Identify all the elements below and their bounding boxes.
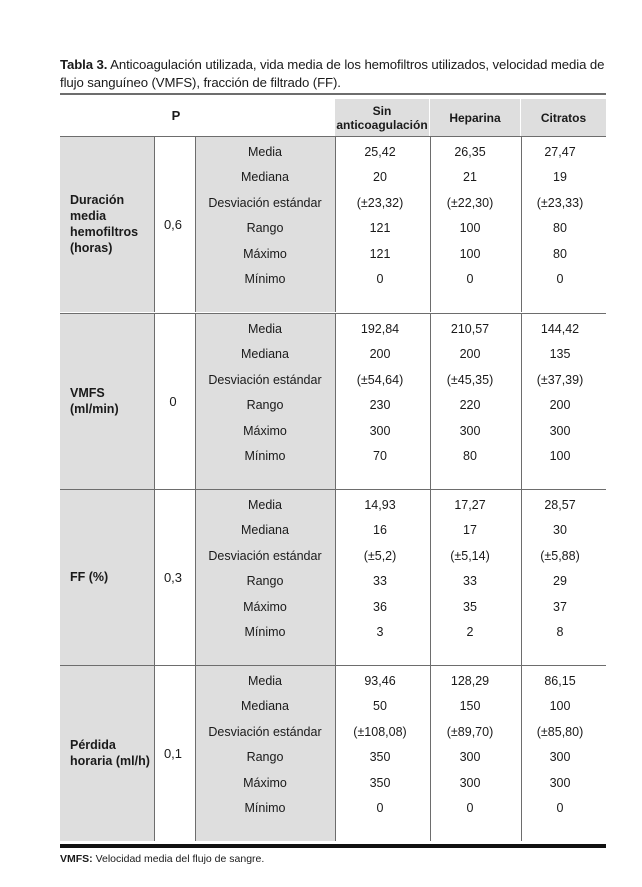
value-cell: 80	[553, 246, 567, 261]
table-row	[195, 165, 606, 190]
value-cell: 100	[459, 221, 481, 236]
stat-label: Rango	[246, 221, 284, 236]
value-cell: 25,42	[364, 144, 396, 159]
stat-label: Desviación estándar	[208, 548, 322, 563]
stat-label: Desviación estándar	[208, 372, 322, 387]
value-cell: (±5,88)	[540, 548, 580, 563]
table-group	[60, 136, 606, 312]
value-cell: 200	[549, 398, 571, 413]
value-cell: 17	[463, 523, 477, 538]
table-group	[60, 665, 606, 841]
value-cell: 0	[466, 800, 474, 815]
value-cell: 121	[369, 246, 391, 261]
value-cell: 2	[466, 624, 474, 639]
stat-label: Máximo	[243, 246, 287, 261]
value-cell: 28,57	[544, 497, 576, 512]
value-cell: 8	[556, 624, 564, 639]
value-cell: (±45,35)	[446, 372, 494, 387]
stat-label: Media	[247, 673, 283, 688]
group-divider	[60, 136, 606, 137]
group-divider	[60, 313, 606, 314]
value-cell: 17,27	[454, 497, 486, 512]
table-row	[195, 241, 606, 266]
stat-label: Media	[247, 321, 283, 336]
stat-label: Mediana	[241, 523, 289, 538]
table-caption	[60, 56, 608, 92]
value-cell: 121	[369, 221, 391, 236]
stat-label: Máximo	[243, 599, 287, 614]
value-cell: 350	[369, 750, 391, 765]
table-row	[195, 518, 606, 543]
caption-label: Tabla 3.	[60, 57, 108, 72]
value-cell: 70	[373, 448, 387, 463]
stat-label: Rango	[246, 398, 284, 413]
value-cell: 200	[459, 347, 481, 362]
group-label: FF (%)	[60, 489, 154, 665]
table-group	[60, 313, 606, 489]
value-cell: 300	[459, 775, 481, 790]
column-header-citratos: Citratos	[521, 99, 606, 136]
table-row	[195, 443, 606, 468]
group-p-value: 0,1	[163, 745, 183, 761]
value-cell: 230	[369, 398, 391, 413]
value-cell: (±89,70)	[446, 724, 494, 739]
table-row	[195, 216, 606, 241]
value-cell: 3	[376, 624, 384, 639]
value-cell: 144,42	[540, 321, 580, 336]
value-cell: 300	[459, 750, 481, 765]
table-row	[195, 719, 606, 744]
value-cell: 0	[466, 271, 474, 286]
value-cell: 26,35	[454, 144, 486, 159]
table-row	[195, 619, 606, 644]
value-cell: 50	[373, 699, 387, 714]
value-cell: (±23,32)	[356, 195, 404, 210]
value-cell: 220	[459, 398, 481, 413]
value-cell: 150	[459, 699, 481, 714]
table-header	[60, 95, 606, 136]
value-cell: (±22,30)	[446, 195, 494, 210]
value-cell: 300	[549, 775, 571, 790]
value-cell: 27,47	[544, 144, 576, 159]
table-row	[195, 668, 606, 693]
stat-label: Mínimo	[244, 271, 286, 286]
value-cell: 33	[463, 574, 477, 589]
value-cell: 19	[553, 170, 567, 185]
table-row	[195, 190, 606, 215]
stat-label: Rango	[246, 574, 284, 589]
stat-label: Mínimo	[244, 624, 286, 639]
table-bottom-rule	[60, 844, 606, 848]
value-cell: 350	[369, 775, 391, 790]
table-row	[195, 367, 606, 392]
value-cell: (±5,14)	[450, 548, 490, 563]
stat-label: Máximo	[243, 775, 287, 790]
stat-label: Máximo	[243, 423, 287, 438]
value-cell: 300	[549, 750, 571, 765]
table-row	[195, 795, 606, 820]
value-cell: 100	[549, 699, 571, 714]
value-cell: 80	[463, 448, 477, 463]
stat-label: Desviación estándar	[208, 724, 322, 739]
table-row	[195, 770, 606, 795]
column-divider	[154, 136, 155, 312]
value-cell: 100	[549, 448, 571, 463]
column-divider	[154, 313, 155, 489]
column-divider	[154, 489, 155, 665]
value-cell: (±108,08)	[353, 724, 407, 739]
value-cell: 0	[376, 800, 384, 815]
stat-label: Desviación estándar	[208, 195, 322, 210]
stat-label: Rango	[246, 750, 284, 765]
value-cell: 0	[556, 800, 564, 815]
value-cell: 21	[463, 170, 477, 185]
value-cell: 37	[553, 599, 567, 614]
value-cell: 33	[373, 574, 387, 589]
column-header-sin-anticoagulacion: Sin anticoagulación	[335, 99, 429, 136]
value-cell: 100	[459, 246, 481, 261]
value-cell: 36	[373, 599, 387, 614]
value-cell: 300	[549, 423, 571, 438]
stat-label: Mínimo	[244, 448, 286, 463]
table-row	[195, 266, 606, 291]
column-header-heparina: Heparina	[430, 99, 520, 136]
group-label: Duración media hemofiltros (horas)	[60, 136, 154, 312]
caption-text: Anticoagulación utilizada, vida media de los hemofiltros utilizados, velocidad media de flujo sanguíneo (VMFS), fracción de filtrado (FF).	[60, 57, 605, 90]
group-divider	[60, 489, 606, 490]
stat-label: Mínimo	[244, 800, 286, 815]
table-row	[195, 418, 606, 443]
group-p-value: 0	[169, 393, 177, 409]
value-cell: 29	[553, 574, 567, 589]
p-column-header: P	[171, 108, 181, 123]
table-row	[195, 594, 606, 619]
value-cell: 20	[373, 170, 387, 185]
table-row	[195, 543, 606, 568]
stat-label: Media	[247, 144, 283, 159]
value-cell: 300	[369, 423, 391, 438]
stat-label: Media	[247, 497, 283, 512]
table-row	[195, 694, 606, 719]
table-row	[195, 745, 606, 770]
table-footnote	[60, 852, 264, 866]
table-row	[195, 492, 606, 517]
stat-label: Mediana	[241, 347, 289, 362]
value-cell: 16	[373, 523, 387, 538]
stat-label: Mediana	[241, 699, 289, 714]
value-cell: 135	[549, 347, 571, 362]
value-cell: 30	[553, 523, 567, 538]
value-cell: 35	[463, 599, 477, 614]
value-cell: 0	[376, 271, 384, 286]
value-cell: 128,29	[450, 673, 490, 688]
value-cell: (±85,80)	[536, 724, 584, 739]
value-cell: (±37,39)	[536, 372, 584, 387]
group-divider	[60, 665, 606, 666]
value-cell: 93,46	[364, 673, 396, 688]
table-row	[195, 139, 606, 164]
value-cell: 200	[369, 347, 391, 362]
group-label: Pérdida horaria (ml/h)	[60, 665, 154, 841]
value-cell: (±5,2)	[363, 548, 397, 563]
stat-label: Mediana	[241, 170, 289, 185]
value-cell: 210,57	[450, 321, 490, 336]
value-cell: 80	[553, 221, 567, 236]
value-cell: (±23,33)	[536, 195, 584, 210]
table-group	[60, 489, 606, 665]
group-p-value: 0,3	[163, 569, 183, 585]
value-cell: 0	[556, 271, 564, 286]
table-row	[195, 569, 606, 594]
table-row	[195, 316, 606, 341]
table-row	[195, 393, 606, 418]
value-cell: 192,84	[360, 321, 400, 336]
footnote-text: Velocidad media del flujo de sangre.	[92, 853, 265, 865]
value-cell: 14,93	[364, 497, 396, 512]
value-cell: (±54,64)	[356, 372, 404, 387]
group-label: VMFS (ml/min)	[60, 313, 154, 489]
value-cell: 86,15	[544, 673, 576, 688]
footnote-label: VMFS:	[60, 853, 93, 865]
table-row	[195, 342, 606, 367]
value-cell: 300	[459, 423, 481, 438]
group-p-value: 0,6	[163, 216, 183, 232]
column-divider	[154, 665, 155, 841]
